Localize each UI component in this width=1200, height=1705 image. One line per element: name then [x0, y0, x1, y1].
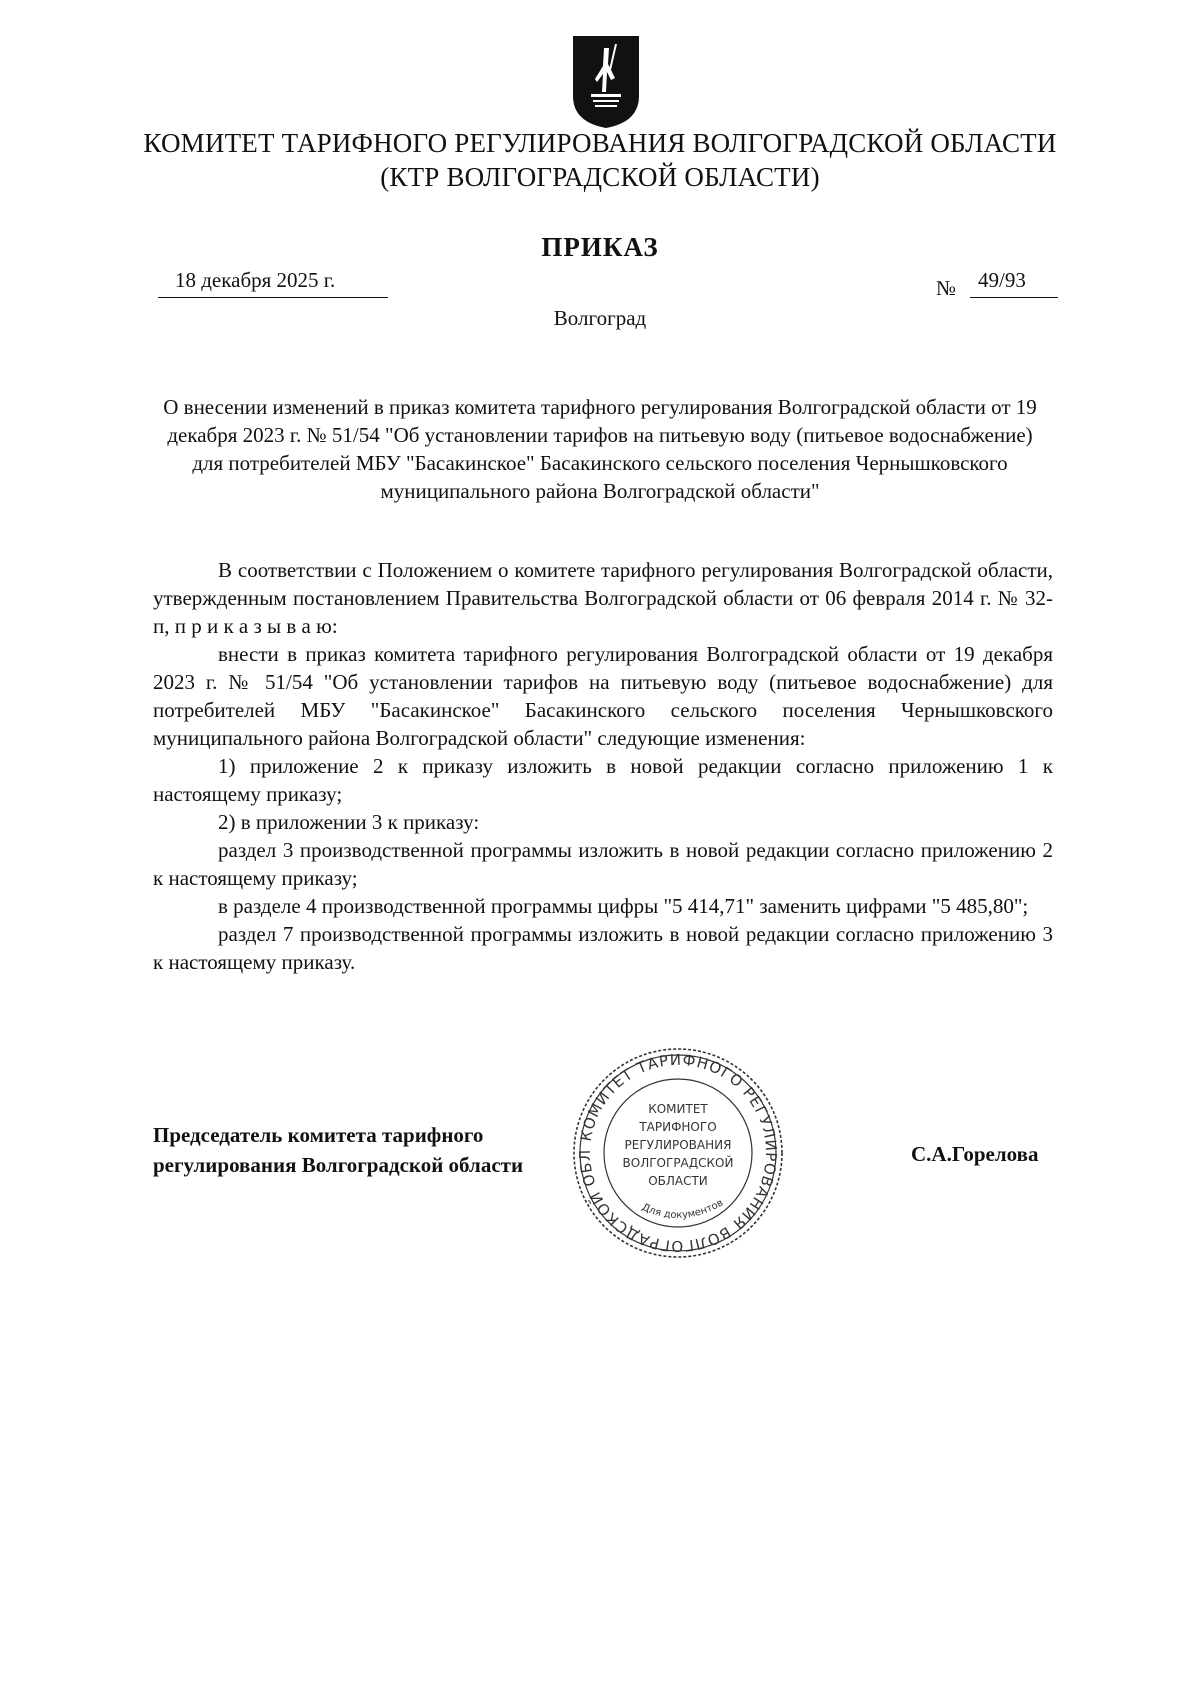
- stamp-inner-line: РЕГУЛИРОВАНИЯ: [624, 1138, 732, 1152]
- body-paragraph: раздел 7 производственной программы изложить в новой редакции согласно приложению 3 к настоящему приказу.: [153, 922, 1053, 974]
- body-paragraph: В соответствии с Положением о комитете тарифного регулирования Волгоградской области, утвержденным постановлением Правительства Волгоградской области от 06 февраля 2014 г. № 32-п, п р и к а з ы в а ю:: [153, 558, 1053, 638]
- document-body: [153, 556, 1053, 976]
- signatory-title-line: Председатель комитета тарифного: [153, 1123, 484, 1147]
- body-paragraph: в разделе 4 производственной программы цифры "5 414,71" заменить цифрами "5 485,80";: [218, 894, 1029, 918]
- signatory-title-line: регулирования Волгоградской области: [153, 1153, 524, 1177]
- document-title: ПРИКАЗ: [541, 232, 659, 262]
- document-subject: О внесении изменений в приказ комитета тарифного регулирования Волгоградской области от 19 декабря 2023 г. № 51/54 "Об установлении тарифов на питьевую воду (питьевое водоснабжение) для потребителей МБУ "Басакинское" Басакинского сельского поселения Чернышковского муниципального района Волгоградской области": [163, 395, 1037, 503]
- stamp-inner-line: ОБЛАСТИ: [648, 1174, 708, 1188]
- stamp-bottom-text: Для документов: [640, 1197, 726, 1222]
- official-stamp: [568, 1043, 788, 1263]
- date-underline: [158, 297, 388, 298]
- stamp-inner-line: КОМИТЕТ: [648, 1102, 708, 1116]
- document-city: Волгоград: [553, 306, 647, 330]
- number-sign: №: [936, 276, 957, 300]
- document-number: 49/93: [978, 268, 1026, 292]
- stamp-outer-text: КОМИТЕТ ТАРИФНОГО РЕГУЛИРОВАНИЯ ВОЛГОГРАДСКОЙ ОБЛ: [575, 1050, 781, 1256]
- organization-name: КОМИТЕТ ТАРИФНОГО РЕГУЛИРОВАНИЯ ВОЛГОГРАДСКОЙ ОБЛАСТИ: [143, 128, 1057, 158]
- svg-text:Для документов: [640, 1197, 725, 1221]
- signatory-title: [153, 1120, 523, 1180]
- document-date: 18 декабря 2025 г.: [175, 268, 336, 292]
- body-paragraph: внести в приказ комитета тарифного регулирования Волгоградской области от 19 декабря 2023 г. № 51/54 "Об установлении тарифов на питьевую воду (питьевое водоснабжение) для потребителей МБУ "Басакинское" Басакинского сельского поселения Чернышковского муниципального района Волгоградской области" следующие изменения:: [153, 642, 1053, 750]
- organization-abbreviation: (КТР ВОЛГОГРАДСКОЙ ОБЛАСТИ): [380, 162, 820, 192]
- body-paragraph: раздел 3 производственной программы изложить в новой редакции согласно приложению 2 к настоящему приказу;: [153, 838, 1053, 890]
- body-paragraph: 1) приложение 2 к приказу изложить в новой редакции согласно приложению 1 к настоящему приказу;: [153, 754, 1053, 806]
- body-paragraph: 2) в приложении 3 к приказу:: [218, 810, 480, 834]
- signatory-name: С.А.Горелова: [911, 1142, 1039, 1166]
- stamp-inner-line: ВОЛГОГРАДСКОЙ: [622, 1156, 734, 1170]
- stamp-inner-line: ТАРИФНОГО: [639, 1120, 717, 1134]
- number-underline: [970, 297, 1058, 298]
- volgograd-emblem-icon: [571, 34, 641, 130]
